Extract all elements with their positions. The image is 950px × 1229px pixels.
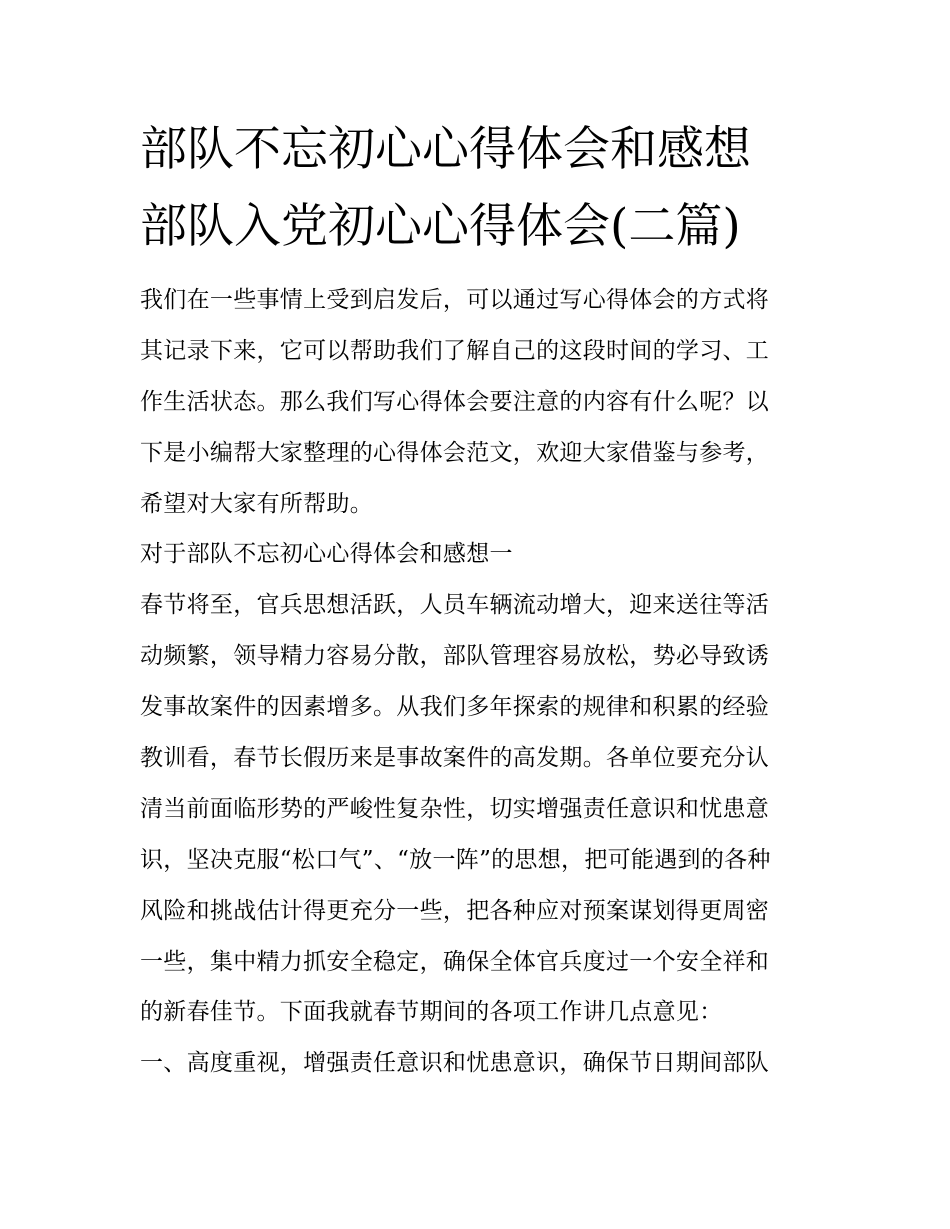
document-title-line-2: 部队入党初心心得体会(二篇) (140, 199, 741, 254)
body-line: 春节将至，官兵思想活跃，人员车辆流动增大，迎来送往等活 (140, 592, 770, 618)
body-line: 教训看，春节长假历来是事故案件的高发期。各单位要充分认 (140, 745, 770, 771)
intro-line: 下是小编帮大家整理的心得体会范文，欢迎大家借鉴与参考， (140, 440, 770, 466)
intro-line: 希望对大家有所帮助。 (140, 491, 373, 517)
intro-line: 其记录下来，它可以帮助我们了解自己的这段时间的学习、工 (140, 338, 770, 364)
body-line: 清当前面临形势的严峻性复杂性，切实增强责任意识和忧患意 (140, 796, 770, 822)
body-line: 一些，集中精力抓安全稳定，确保全体官兵度过一个安全祥和 (140, 949, 770, 975)
body-line: 的新春佳节。下面我就春节期间的各项工作讲几点意见： (140, 999, 723, 1025)
body-line: 识，坚决克服“松口气”、“放一阵”的思想，把可能遇到的各种 (140, 847, 771, 873)
point-heading: 一、高度重视，增强责任意识和忧患意识，确保节日期间部队 (140, 1050, 770, 1076)
body-line: 动频繁，领导精力容易分散，部队管理容易放松，势必导致诱 (140, 643, 770, 669)
body-line: 风险和挑战估计得更充分一些，把各种应对预案谋划得更周密 (140, 898, 770, 924)
document-title-line-1: 部队不忘初心心得体会和感想 (140, 122, 751, 177)
body-line: 发事故案件的因素增多。从我们多年探索的规律和积累的经验 (140, 694, 770, 720)
intro-line: 我们在一些事情上受到启发后，可以通过写心得体会的方式将 (140, 287, 770, 313)
section-heading: 对于部队不忘初心心得体会和感想一 (140, 541, 513, 567)
intro-line: 作生活状态。那么我们写心得体会要注意的内容有什么呢？以 (140, 389, 770, 415)
